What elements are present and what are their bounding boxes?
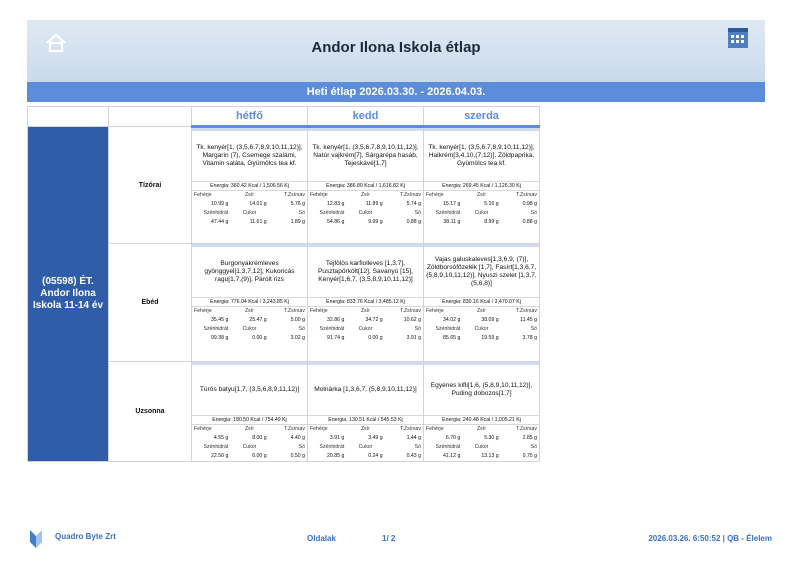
nutrient-value: 0.98 g [522, 201, 537, 207]
nutrient-value: 3.78 g [522, 335, 537, 341]
nutrient-value: 22.50 g [211, 453, 229, 459]
nutrient-label: Zsír [361, 192, 370, 198]
nutrient-value: 8.00 g [252, 435, 267, 441]
nutrient-label: Só [298, 444, 305, 450]
page-header [27, 20, 765, 82]
nutrient-label: Cukor [242, 326, 257, 332]
nutrient-value: 91.74 g [327, 335, 345, 341]
energy-value: Energia: 269.45 Kcal / 1,126.30 Kj [424, 181, 539, 191]
nutrient-value: 0.00 g [252, 335, 267, 341]
nutrient-value: 14.01 g [249, 201, 267, 207]
nutrient-value: 3.02 g [290, 335, 305, 341]
nutrient-value: 34.72 g [365, 317, 383, 323]
meal-name: Ebéd [109, 244, 192, 362]
nutrition-table [192, 307, 307, 343]
nutrient-label: Só [530, 210, 537, 216]
food-description: Tk. kenyér[1, (3,5,6,7,8,9,10,11,12)], Natúr vajkrém[7], Sárgarépa hasáb, Tejeskávé[1,7] [308, 128, 423, 181]
nutrient-value: 47.44 g [211, 219, 229, 225]
nutrient-label: T.Zsírsav [399, 308, 421, 314]
nutrient-label: Só [414, 210, 421, 216]
nutrient-value: 5.30 g [484, 435, 499, 441]
energy-value: Energia: 830.16 Kcal / 3,470.07 Kj [424, 297, 539, 307]
menu-cell [308, 244, 424, 362]
energy-value: Energia: 180.50 Kcal / 754.49 Kj [192, 415, 307, 425]
nutrient-value: 6.00 g [252, 453, 267, 459]
day-header: szerda [424, 107, 540, 127]
nutrient-label: Szénhidrát [319, 444, 345, 450]
nutrient-label: Zsír [361, 426, 370, 432]
nutrient-label: Só [298, 210, 305, 216]
nutrient-value: 54.86 g [327, 219, 345, 225]
meal-name: Tízórai [109, 127, 192, 244]
nutrient-value: 8.99 g [484, 219, 499, 225]
nutrient-label: Szénhidrát [203, 444, 229, 450]
nutrient-label: Szénhidrát [203, 210, 229, 216]
nutrient-value: 34.02 g [443, 317, 461, 323]
menu-cell [424, 127, 540, 244]
nutrient-label: T.Zsírsav [515, 192, 537, 198]
nutrient-label: Szénhidrát [203, 326, 229, 332]
nutrient-label: Cukor [474, 326, 489, 332]
food-description: Tk. kenyér[1, (3,5,6,7,8,9,10,11,12)], Halkrém[3,4,10,(7,12)], Zöldpaprika, Gyümölcs tea kf. [424, 128, 539, 181]
nutrient-label: Zsír [477, 308, 486, 314]
week-range: Heti étlap 2026.03.30. - 2026.04.03. [27, 82, 765, 102]
energy-value: Energia: 833.76 Kcal / 3,485.12 Kj [308, 297, 423, 307]
nutrient-value: 3.49 g [368, 435, 383, 441]
nutrient-value: 35.45 g [211, 317, 229, 323]
nutrient-label: Cukor [358, 210, 373, 216]
nutrient-value: 0.24 g [368, 453, 383, 459]
nutrient-label: Szénhidrát [435, 210, 461, 216]
menu-cell [192, 362, 308, 462]
nutrition-table [308, 191, 423, 227]
nutrient-label: Fehérje [310, 426, 328, 432]
nutrient-value: 2.85 g [522, 435, 537, 441]
meal-name: Uzsonna [109, 362, 192, 462]
menu-grid [27, 106, 540, 462]
nutrient-label: Zsír [245, 192, 254, 198]
nutrient-value: 5.76 g [290, 201, 305, 207]
day-header: kedd [308, 107, 424, 127]
nutrient-value: 10.62 g [403, 317, 421, 323]
nutrient-value: 11.61 g [249, 219, 267, 225]
nutrient-value: 0.88 g [522, 219, 537, 225]
nutrient-value: 85.65 g [443, 335, 461, 341]
nutrient-value: 12.83 g [327, 201, 345, 207]
nutrient-label: T.Zsírsav [515, 426, 537, 432]
nutrient-label: Só [530, 444, 537, 450]
nutrient-value: 4.55 g [213, 435, 229, 441]
nutrient-label: Zsír [477, 192, 486, 198]
nutrient-value: 4.40 g [290, 435, 305, 441]
nutrient-value: 5.16 g [484, 201, 499, 207]
nutrient-value: 11.45 g [520, 317, 537, 323]
nutrient-label: Fehérje [426, 308, 444, 314]
nutrient-label: Fehérje [426, 192, 444, 198]
food-description: Tk. kenyér[1, (3,5,6,7,8,9,10,11,12)], Margarin (7), Csemege szalámi, Vitamin saláta, Gyümölcs tea kf. [192, 128, 307, 181]
food-description: Molnárka [1,3,6,7, (5,8,9,10,11,12)] [308, 362, 423, 415]
nutrient-label: Szénhidrát [435, 326, 461, 332]
food-description: Vajas galuskaleves[1,3,6,9, (7)], Zöldborsófőzelék [1,7], Fasírt[1,3,6,7, (5,8,9,10,11,12)], Nyuszi szelet [1,3,7,(5,6,8)] [424, 244, 539, 297]
nutrient-value: 1.44 g [406, 435, 421, 441]
nutrient-label: Fehérje [310, 308, 328, 314]
page-title: Andor Ilona Iskola étlap [311, 39, 481, 56]
nutrient-value: 13.13 g [481, 453, 499, 459]
nutrition-table [424, 191, 539, 227]
nutrient-label: Zsír [361, 308, 370, 314]
nutrient-label: Zsír [245, 426, 254, 432]
menu-cell [192, 127, 308, 244]
quadro-byte-logo-icon [29, 528, 43, 550]
energy-value: Energia: 776.04 Kcal / 3,243.85 Kj [192, 297, 307, 307]
nutrient-value: 9.99 g [368, 219, 383, 225]
nutrient-value: 3.91 g [406, 335, 421, 341]
food-description: Túrós batyu[1,7, (3,5,6,8,9,11,12)] [192, 362, 307, 415]
pages-label: Oldalak [307, 534, 336, 543]
day-header: hétfő [192, 107, 308, 127]
food-description: Egyenes kifli[1,6, (5,8,9,10,11,12)], Puding dobozos[1,7] [424, 362, 539, 415]
print-timestamp: 2026.03.26. 6:50:52 | QB - Élelem [648, 534, 772, 543]
nutrient-value: 32.86 g [327, 317, 345, 323]
energy-value: Energia: 386.80 Kcal / 1,616.82 Kj [308, 181, 423, 191]
nutrient-value: 99.38 g [211, 335, 229, 341]
energy-value: Energia: 130.51 Kcal / 545.53 Kj [308, 415, 423, 425]
nutrient-label: T.Zsírsav [399, 192, 421, 198]
nutrient-label: Fehérje [310, 192, 328, 198]
nutrient-value: 25.47 g [249, 317, 267, 323]
nutrient-label: Szénhidrát [319, 210, 345, 216]
nutrient-value: 20.85 g [327, 453, 345, 459]
nutrient-value: 19.59 g [481, 335, 499, 341]
calendar-icon[interactable] [727, 27, 749, 49]
nutrient-value: 0.00 g [368, 335, 383, 341]
nutrition-table [308, 425, 423, 461]
nutrient-label: T.Zsírsav [283, 426, 305, 432]
nutrient-label: T.Zsírsav [283, 308, 305, 314]
nutrient-label: Szénhidrát [319, 326, 345, 332]
menu-cell [308, 362, 424, 462]
energy-value: Energia: 360.42 Kcal / 1,506.56 Kj [192, 181, 307, 191]
nutrient-label: Fehérje [194, 308, 212, 314]
nutrient-value: 3.91 g [329, 435, 345, 441]
nutrient-label: Fehérje [426, 426, 444, 432]
nutrient-value: 38.09 g [481, 317, 499, 323]
nutrient-label: Só [414, 326, 421, 332]
nutrition-table [192, 191, 307, 227]
nutrient-label: Cukor [242, 444, 257, 450]
nutrition-table [192, 425, 307, 461]
nutrient-label: Cukor [474, 210, 489, 216]
nutrient-label: Cukor [358, 444, 373, 450]
nutrition-table [424, 425, 539, 461]
nutrient-label: Cukor [358, 326, 373, 332]
nutrient-label: Szénhidrát [435, 444, 461, 450]
nutrient-label: Zsír [477, 426, 486, 432]
nutrient-label: Fehérje [194, 426, 212, 432]
nutrient-value: 1.89 g [290, 219, 305, 225]
menu-cell [424, 362, 540, 462]
nutrient-value: 11.89 g [365, 201, 383, 207]
nutrient-label: T.Zsírsav [515, 308, 537, 314]
nutrient-value: 0.75 g [522, 453, 537, 459]
nutrition-table [308, 307, 423, 343]
nutrient-label: T.Zsírsav [283, 192, 305, 198]
nutrient-label: Só [298, 326, 305, 332]
nutrient-label: Só [530, 326, 537, 332]
nutrient-label: Só [414, 444, 421, 450]
nutrient-value: 0.88 g [406, 219, 421, 225]
nutrient-label: Cukor [242, 210, 257, 216]
nutrient-label: T.Zsírsav [399, 426, 421, 432]
menu-cell [424, 244, 540, 362]
page-number: 1/ 2 [382, 534, 396, 543]
nutrient-value: 0.50 g [290, 453, 305, 459]
nutrient-value: 0.43 g [406, 453, 421, 459]
nutrient-value: 41.12 g [443, 453, 461, 459]
food-description: Tejfölös karfiolleves [1,3,7], Pusztapörkölt[12], Savanyú [15], Kenyér[1,6,7, (3,5,8,9,10,11,12)] [308, 244, 423, 297]
company-name: Quadro Byte Zrt [55, 532, 116, 541]
school-name: (05598) ÉT. Andor Ilona Iskola 11-14 év [28, 127, 109, 462]
nutrient-value: 38.11 g [443, 219, 461, 225]
food-description: Burgonyakrémleves gyönggyel[1,3,7,12], Kukoricás ragu[1,7,(9)], Párolt rizs [192, 244, 307, 297]
nutrient-value: 6.70 g [445, 435, 461, 441]
nutrient-label: Zsír [245, 308, 254, 314]
nutrient-value: 5.74 g [406, 201, 421, 207]
nutrient-label: Fehérje [194, 192, 212, 198]
nutrient-value: 15.17 g [443, 201, 461, 207]
nutrition-table [424, 307, 539, 343]
nutrient-value: 5.00 g [290, 317, 305, 323]
menu-cell [308, 127, 424, 244]
energy-value: Energia: 240.48 Kcal / 1,005.21 Kj [424, 415, 539, 425]
nutrient-label: Cukor [474, 444, 489, 450]
menu-cell [192, 244, 308, 362]
nutrient-value: 10.99 g [211, 201, 229, 207]
